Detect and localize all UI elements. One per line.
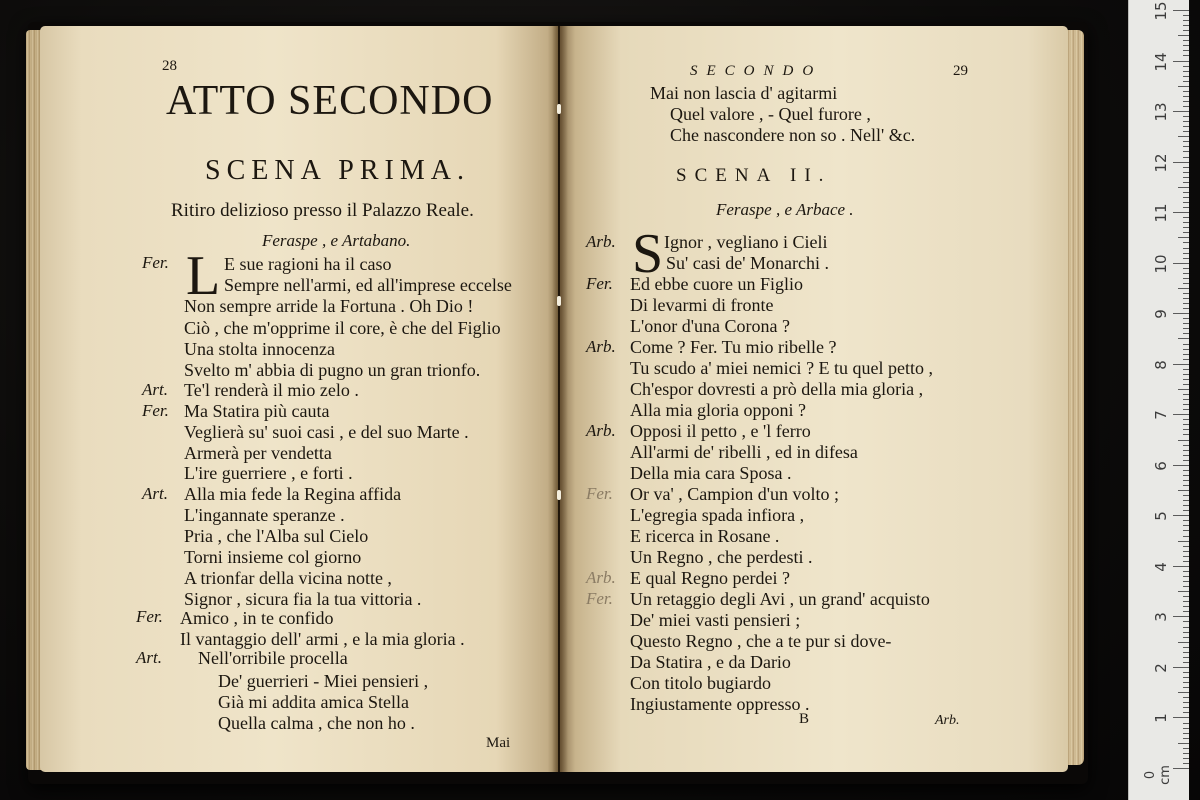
verse-line: Ma Statira più cauta	[184, 401, 330, 421]
verse-line: Su' casi de' Monarchi .	[666, 253, 829, 273]
verse-line: Come ? Fer. Tu mio ribelle ?	[630, 337, 837, 357]
ruler-tick	[1183, 561, 1189, 562]
ruler-tick	[1183, 672, 1189, 673]
ruler-tick	[1183, 697, 1189, 698]
ruler-tick	[1183, 682, 1189, 683]
verse-line: Di levarmi di fronte	[630, 295, 774, 315]
ruler-tick	[1183, 485, 1189, 486]
ruler-tick	[1183, 20, 1189, 21]
verse-line: Ignor , vegliano i Cieli	[664, 232, 828, 252]
ruler-tick	[1183, 677, 1189, 678]
ruler-tick	[1183, 748, 1189, 749]
ruler-tick	[1183, 637, 1189, 638]
ruler-tick	[1183, 520, 1189, 521]
verse-line: Opposi il petto , e 'l ferro	[630, 421, 811, 441]
ruler-tick	[1178, 440, 1189, 441]
verse-line: Nell'orribile procella	[198, 648, 348, 668]
verse-line: A trionfar della vicina notte ,	[184, 568, 392, 588]
speaker-label: Arb.	[586, 232, 616, 251]
ruler-tick	[1183, 394, 1189, 395]
ruler-tick	[1183, 96, 1189, 97]
verse-line: Armerà per vendetta	[184, 443, 332, 463]
ruler-number: 14	[1152, 51, 1170, 72]
left-page	[40, 26, 558, 772]
verse-line: Già mi addita amica Stella	[218, 692, 409, 712]
speaker-label: Art.	[142, 484, 168, 503]
binding-stitch	[557, 104, 561, 114]
ruler-number: 6	[1152, 461, 1170, 471]
ruler-tick	[1173, 566, 1189, 567]
ruler-tick	[1178, 136, 1189, 137]
ruler-tick	[1183, 45, 1189, 46]
verse-line: L'egregia spada infiora ,	[630, 505, 805, 525]
ruler-number: 10	[1152, 254, 1170, 274]
ruler-tick	[1183, 131, 1189, 132]
ruler-tick	[1183, 374, 1189, 375]
verse-line: Questo Regno , che a te pur si dove-	[630, 631, 892, 651]
ruler-tick	[1183, 733, 1189, 734]
ruler-tick	[1183, 581, 1189, 582]
ruler-tick	[1183, 702, 1189, 703]
ruler-number: 11	[1152, 203, 1170, 223]
ruler-tick	[1183, 728, 1189, 729]
ruler-tick	[1173, 768, 1189, 769]
ruler-tick	[1183, 652, 1189, 653]
verse-line: E qual Regno perdei ?	[630, 568, 790, 588]
ruler-tick	[1183, 273, 1189, 274]
ruler-tick	[1183, 116, 1189, 117]
ruler-tick	[1183, 146, 1189, 147]
ruler-tick	[1178, 288, 1189, 289]
ruler-tick	[1183, 510, 1189, 511]
ruler-tick	[1173, 616, 1189, 617]
verse-line: E ricerca in Rosane .	[630, 526, 780, 546]
ruler-tick	[1173, 111, 1189, 112]
verse-line: Te'l renderà il mio zelo .	[184, 380, 359, 400]
ruler-tick	[1183, 151, 1189, 152]
act-title: ATTO SECONDO	[166, 78, 494, 124]
ruler-tick	[1183, 763, 1189, 764]
verse-line: Alla mia gloria opponi ?	[630, 400, 806, 420]
ruler-tick	[1173, 465, 1189, 466]
ruler-tick	[1183, 126, 1189, 127]
ruler-number: 13	[1152, 102, 1170, 122]
ruler-tick	[1173, 263, 1189, 264]
ruler-tick	[1183, 500, 1189, 501]
drop-cap: L	[186, 245, 221, 307]
speaker-label: Fer.	[142, 401, 169, 420]
ruler-number: 1	[1152, 713, 1170, 724]
left-page-number: 28	[162, 58, 177, 74]
ruler-tick	[1183, 349, 1189, 350]
ruler-tick	[1183, 632, 1189, 633]
ruler-number: 3	[1152, 612, 1170, 623]
ruler-unit-label: 0 cm	[1143, 765, 1173, 785]
ruler-tick	[1183, 323, 1189, 324]
verse-line: Da Statira , e da Dario	[630, 652, 791, 672]
scene-heading: SCENA PRIMA.	[205, 155, 470, 186]
ruler-tick	[1183, 475, 1189, 476]
ruler-tick	[1183, 197, 1189, 198]
ruler-tick	[1178, 591, 1189, 592]
ruler-tick	[1183, 121, 1189, 122]
ruler-tick	[1183, 738, 1189, 739]
verse-line: Un retaggio degli Avi , un grand' acquisto	[630, 589, 930, 609]
ruler-number: 2	[1152, 663, 1170, 673]
ruler-tick	[1183, 253, 1189, 254]
verse-line: Signor , sicura fia la tua vittoria .	[184, 589, 422, 609]
ruler-tick	[1178, 692, 1189, 693]
ruler-tick	[1183, 647, 1189, 648]
ruler-tick	[1183, 55, 1189, 56]
speaker-label: Fer.	[586, 484, 613, 503]
ruler-tick	[1183, 556, 1189, 557]
ruler-tick	[1183, 202, 1189, 203]
ruler-tick	[1183, 268, 1189, 269]
ruler-tick	[1183, 232, 1189, 233]
ruler-tick	[1183, 242, 1189, 243]
ruler-tick	[1183, 419, 1189, 420]
speaker-label: Fer.	[586, 274, 613, 293]
verse-line: Tu scudo a' miei nemici ? E tu quel petto ,	[630, 358, 934, 378]
speaker-label: Arb.	[586, 421, 616, 440]
ruler-tick	[1183, 551, 1189, 552]
ruler-number: 9	[1152, 309, 1170, 319]
ruler-tick	[1183, 303, 1189, 304]
ruler-tick	[1173, 364, 1189, 365]
ruler-tick	[1183, 333, 1189, 334]
ruler-tick	[1183, 258, 1189, 259]
ruler-number: 5	[1152, 511, 1170, 522]
verse-line: Ed ebbe cuore un Figlio	[630, 274, 803, 294]
ruler-tick	[1173, 717, 1189, 718]
ruler-tick	[1183, 71, 1189, 72]
verse-line: L'onor d'una Corona ?	[630, 316, 790, 336]
ruler-tick	[1183, 293, 1189, 294]
verse-line: Non sempre arride la Fortuna . Oh Dio !	[184, 296, 474, 316]
ruler-tick	[1183, 753, 1189, 754]
speaker-label: Art.	[142, 380, 168, 399]
ruler-tick	[1173, 313, 1189, 314]
ruler-tick	[1183, 248, 1189, 249]
binding-stitch	[557, 296, 561, 306]
ruler-tick	[1183, 222, 1189, 223]
ruler-tick	[1183, 217, 1189, 218]
ruler-tick	[1173, 61, 1189, 62]
ruler-tick	[1183, 91, 1189, 92]
ruler-tick	[1183, 586, 1189, 587]
ruler-tick	[1183, 141, 1189, 142]
ruler-tick	[1183, 434, 1189, 435]
ruler-tick	[1183, 354, 1189, 355]
ruler-tick	[1183, 611, 1189, 612]
verse-line: Torni insieme col giorno	[184, 547, 362, 567]
ruler-tick	[1183, 177, 1189, 178]
ruler-tick	[1183, 182, 1189, 183]
ruler-tick	[1173, 162, 1189, 163]
verse-line: Una stolta innocenza	[184, 339, 335, 359]
ruler-number: 15	[1152, 1, 1170, 21]
ruler-tick	[1183, 298, 1189, 299]
ruler-tick	[1183, 318, 1189, 319]
ruler-tick	[1183, 530, 1189, 531]
ruler-tick	[1183, 546, 1189, 547]
ruler-number: 4	[1152, 562, 1170, 572]
ruler-tick	[1183, 424, 1189, 425]
verse-line: Sempre nell'armi, ed all'imprese eccelse	[224, 275, 512, 295]
ruler-tick	[1173, 414, 1189, 415]
verse-line: De' miei vasti pensieri ;	[630, 610, 801, 630]
ruler-tick	[1173, 10, 1189, 11]
ruler-tick	[1178, 389, 1189, 390]
ruler-tick	[1173, 667, 1189, 668]
ruler-tick	[1183, 596, 1189, 597]
verse-line: Veglierà su' suoi casi , e del suo Marte .	[184, 422, 469, 442]
speaker-label: Fer.	[136, 607, 163, 626]
verse-line: Con titolo bugiardo	[630, 673, 771, 693]
ruler-tick	[1183, 40, 1189, 41]
ruler-tick	[1183, 344, 1189, 345]
ruler-tick	[1183, 662, 1189, 663]
verse-line: Il vantaggio dell' armi , e la mia gloria .	[180, 629, 465, 649]
ruler-tick	[1183, 627, 1189, 628]
speaker-label: Fer.	[142, 253, 169, 272]
ruler-number: 12	[1152, 153, 1170, 173]
ruler-tick	[1183, 66, 1189, 67]
ruler-tick	[1183, 328, 1189, 329]
ruler-tick	[1183, 101, 1189, 102]
ruler-tick	[1183, 308, 1189, 309]
ruler-tick	[1178, 490, 1189, 491]
ruler-tick	[1183, 571, 1189, 572]
verse-line: Or va' , Campion d'un volto ;	[630, 484, 839, 504]
ruler-tick	[1183, 525, 1189, 526]
speaker-label: Fer.	[586, 589, 613, 608]
verse-line: All'armi de' ribelli , ed in difesa	[630, 442, 858, 462]
ruler-tick	[1183, 278, 1189, 279]
verse-line: Quel valore , - Quel furore ,	[670, 104, 871, 124]
ruler-tick	[1183, 404, 1189, 405]
right-page-number: 29	[953, 63, 968, 79]
catchword: Arb.	[935, 713, 960, 728]
ruler-tick	[1183, 576, 1189, 577]
ruler-tick	[1178, 338, 1189, 339]
ruler-tick	[1183, 621, 1189, 622]
ruler-tick	[1183, 470, 1189, 471]
ruler-tick	[1183, 384, 1189, 385]
ruler-tick	[1183, 399, 1189, 400]
ruler-tick	[1183, 480, 1189, 481]
verse-line: Ingiustamente oppresso .	[630, 694, 810, 714]
ruler-tick	[1183, 76, 1189, 77]
scene-heading: SCENA II.	[676, 165, 832, 186]
catchword: Mai	[486, 735, 511, 751]
verse-line: Alla mia fede la Regina affida	[184, 484, 402, 504]
ruler-tick	[1183, 707, 1189, 708]
scene-characters: Feraspe , e Artabano.	[262, 231, 411, 250]
ruler-tick	[1183, 207, 1189, 208]
ruler-tick	[1183, 455, 1189, 456]
verse-line: Mai non lascia d' agitarmi	[650, 83, 838, 103]
ruler-tick	[1178, 35, 1189, 36]
speaker-label: Arb.	[586, 337, 616, 356]
verse-line: Che nascondere non so . Nell' &c.	[670, 125, 916, 145]
verse-line: L'ingannate speranze .	[184, 505, 345, 525]
ruler-tick	[1183, 369, 1189, 370]
verse-line: Svelto m' abbia di pugno un gran trionfo.	[184, 360, 481, 380]
speaker-label: Art.	[136, 648, 162, 667]
ruler-tick	[1178, 187, 1189, 188]
ruler-tick	[1183, 106, 1189, 107]
right-page	[560, 26, 1068, 772]
verse-line: De' guerrieri - Miei pensieri ,	[218, 671, 429, 691]
ruler-number: 7	[1152, 410, 1170, 421]
verse-line: Pria , che l'Alba sul Cielo	[184, 526, 369, 546]
ruler-tick	[1183, 167, 1189, 168]
verse-line: Un Regno , che perdesti .	[630, 547, 813, 567]
ruler-tick	[1183, 379, 1189, 380]
ruler-tick	[1183, 227, 1189, 228]
verse-line: E sue ragioni ha il caso	[224, 254, 392, 274]
book-gutter	[552, 26, 568, 772]
ruler-tick	[1173, 515, 1189, 516]
binding-stitch	[557, 490, 561, 500]
verse-line: L'ire guerriere , e forti .	[184, 463, 353, 483]
ruler-tick	[1178, 237, 1189, 238]
ruler-tick	[1183, 712, 1189, 713]
ruler-tick	[1183, 192, 1189, 193]
ruler-tick	[1183, 25, 1189, 26]
ruler-tick	[1183, 657, 1189, 658]
scene-characters: Feraspe , e Arbace .	[716, 200, 854, 219]
ruler-tick	[1183, 606, 1189, 607]
ruler-tick	[1183, 505, 1189, 506]
ruler-tick	[1183, 536, 1189, 537]
ruler-tick	[1183, 723, 1189, 724]
ruler-tick	[1183, 460, 1189, 461]
drop-cap: S	[632, 223, 664, 285]
running-head: SECONDO	[690, 63, 823, 79]
ruler-tick	[1173, 212, 1189, 213]
verse-line: Amico , in te confido	[180, 608, 334, 628]
ruler-tick	[1178, 86, 1189, 87]
ruler-tick	[1183, 687, 1189, 688]
measurement-ruler	[1128, 0, 1189, 800]
ruler-tick	[1183, 429, 1189, 430]
ruler-tick	[1183, 495, 1189, 496]
ruler-tick	[1183, 758, 1189, 759]
scene-setting: Ritiro delizioso presso il Palazzo Reale.	[171, 200, 474, 221]
ruler-tick	[1183, 409, 1189, 410]
ruler-tick	[1183, 359, 1189, 360]
ruler-tick	[1178, 642, 1189, 643]
ruler-tick	[1183, 450, 1189, 451]
ruler-tick	[1178, 743, 1189, 744]
ruler-tick	[1183, 445, 1189, 446]
ruler-tick	[1183, 172, 1189, 173]
ruler-tick	[1183, 283, 1189, 284]
ruler-tick	[1183, 50, 1189, 51]
ruler-tick	[1183, 30, 1189, 31]
signature-mark: B	[799, 711, 810, 727]
ruler-tick	[1183, 157, 1189, 158]
verse-line: Quella calma , che non ho .	[218, 713, 415, 733]
ruler-tick	[1183, 601, 1189, 602]
verse-line: Ch'espor dovresti a prò della mia gloria ,	[630, 379, 924, 399]
verse-line: Della mia cara Sposa .	[630, 463, 792, 483]
speaker-label: Arb.	[586, 568, 616, 587]
ruler-tick	[1183, 15, 1189, 16]
ruler-tick	[1178, 541, 1189, 542]
verse-line: Ciò , che m'opprime il core, è che del Figlio	[184, 318, 501, 338]
ruler-number: 8	[1152, 359, 1170, 370]
ruler-tick	[1183, 81, 1189, 82]
